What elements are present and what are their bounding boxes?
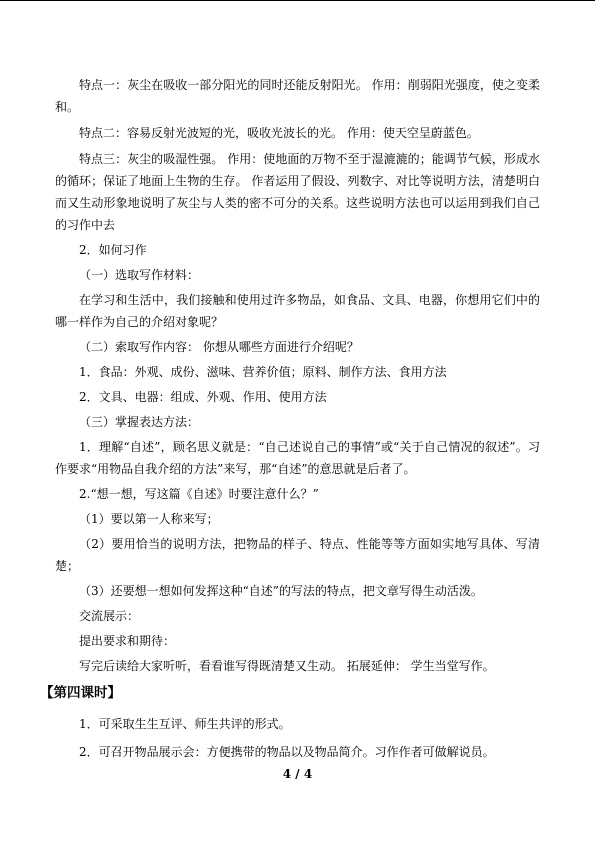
page-number: 4 / 4 (282, 767, 313, 781)
paragraph: 提出要求和期待： (79, 634, 176, 648)
paragraph: （二）索取写作内容： 你想从哪些方面进行介绍呢？ (79, 340, 359, 354)
paragraph: 写完后读给大家听听，看看谁写得既清楚又生动。 拓展延伸： 学生当堂写作。 (79, 659, 495, 673)
paragraph: 2．文具、电器：组成、外观、作用、使用方法 (79, 390, 327, 404)
section-heading: 【第四课时】 (40, 685, 121, 701)
paragraph: 交流展示： (79, 609, 140, 623)
paragraph: （2）要用恰当的说明方法，把物品的样子、特点、性能等等方面如实地写具体、写清楚； (55, 537, 540, 573)
paragraph: 2.“想一想，写这篇《自述》时要注意什么？” (79, 487, 319, 501)
page-top-border (0, 0, 595, 1)
paragraph: （1）要以第一人称来写； (79, 512, 219, 526)
paragraph: 1．理解“自述”，顾名思义就是：“自己述说自己的事情”或“关于自己情况的叙述”。习作要求“用物品自我介绍的方法”来写，那“自述”的意思就是后者了。 (55, 440, 540, 476)
paragraph: （一）选取写作材料： (79, 268, 200, 282)
paragraph: 特点二：容易反射光波短的光，吸收光波长的光。 作用：使天空呈蔚蓝色。 (79, 126, 479, 140)
paragraph: 1．可采取生生互评、师生共评的形式。 (79, 717, 291, 731)
paragraph: 1．食品：外观、成份、滋味、营养价值；原料、制作方法、食用方法 (79, 365, 447, 379)
document-body (40, 74, 540, 763)
paragraph: 2．可召开物品展示会：方便携带的物品以及物品简介。习作作者可做解说员。 (79, 745, 495, 759)
paragraph: （三）掌握表达方法： (79, 415, 200, 429)
paragraph: （3）还要想一想如何发挥这种“自述”的写法的特点，把文章写得生动活泼。 (79, 584, 483, 598)
paragraph: 特点一：灰尘在吸收一部分阳光的同时还能反射阳光。 作用：削弱阳光强度，使之变柔和。 (55, 78, 540, 114)
paragraph: 在学习和生活中，我们接触和使用过许多物品，如食品、文具、电器，你想用它们中的哪一样作为自己的介绍对象呢？ (55, 293, 540, 329)
paragraph: 特点三：灰尘的吸湿性强。 作用：使地面的万物不至于湿漉漉的；能调节气候，形成水的循环；保证了地面上生物的生存。 作者运用了假设、列数字、对比等说明方法，清楚明白而又生动形象地说明了灰尘与人类的密不可分的关系。这些说明方法也可以运用到我们自己的习作中去 (55, 152, 540, 232)
paragraph: 2．如何习作 (79, 243, 147, 257)
